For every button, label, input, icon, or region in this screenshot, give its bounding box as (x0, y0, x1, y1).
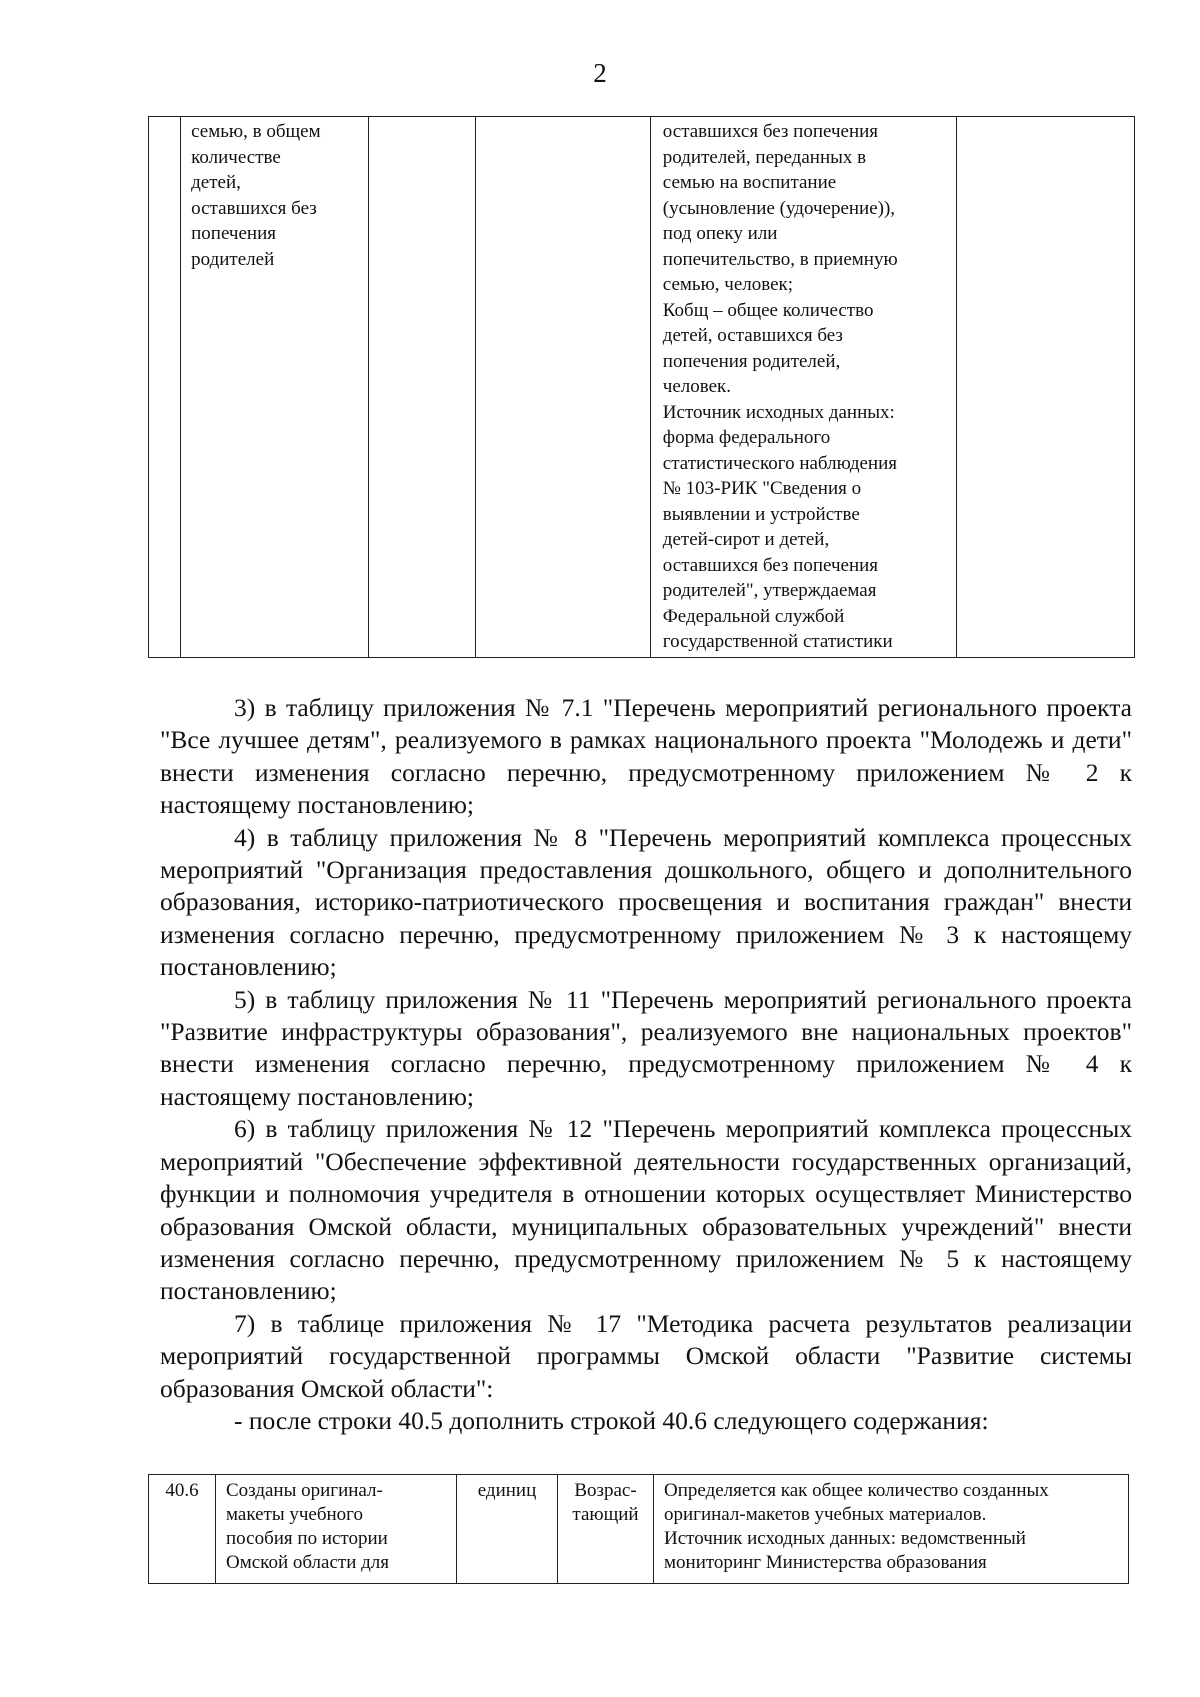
indicator-text: семью, в общем количестве детей, оставшихся без попечения родителей (191, 121, 321, 270)
row-number (149, 1475, 216, 1584)
row-number-text: 40.6 (165, 1480, 199, 1501)
page-number: 2 (593, 58, 607, 88)
paragraph: 3) в таблицу приложения № 7.1 "Перечень мероприятий регионального проекта "Все лучшее детям", реализуемого в рамках национального проекта "Молодежь и дети" внести изменения согласно перечню, предусмотренному приложением № 2 к настоящему постановлению; (160, 693, 1132, 820)
indicator-type-text: Возрас- тающий (572, 1480, 639, 1525)
table-cell-indicator (181, 117, 369, 658)
table-cell-type (475, 117, 650, 658)
paragraph: 6) в таблицу приложения № 12 "Перечень мероприятий комплекса процессных мероприятий "Обеспечение эффективной деятельности государственных организаций, функции и полномочия учредителя в отношении которых осуществляет Министерство образования Омской области, муниципальных образовательных учреждений" внести изменения согласно перечню, предусмотренному приложением № 5 к настоящему постановлению; (160, 1114, 1132, 1306)
indicator-type (558, 1475, 654, 1584)
table-cell-method (650, 117, 956, 658)
table-cell-number (149, 117, 181, 658)
table-row (149, 1475, 1129, 1584)
table-continuation (148, 116, 1135, 658)
result-name (216, 1475, 457, 1584)
unit (457, 1475, 558, 1584)
body-text (160, 692, 1132, 1437)
paragraph: - после строки 40.5 дополнить строкой 40.6 следующего содержания: (234, 1405, 989, 1435)
paragraph: 5) в таблицу приложения № 11 "Перечень мероприятий регионального проекта "Развитие инфраструктуры образования", реализуемого вне национальных проектов" внести изменения согласно перечню, предусмотренному приложением № 4 к настоящему постановлению; (160, 984, 1132, 1111)
calculation-method (654, 1475, 1129, 1584)
result-name-text: Созданы оригинал- макеты учебного пособия по истории Омской области для (226, 1480, 390, 1573)
table-row-40-6 (148, 1474, 1129, 1584)
table-row (149, 117, 1135, 658)
table-cell-unit (368, 117, 475, 658)
method-text: оставшихся без попечения родителей, переданных в семью на воспитание (усыновление (удочерение)), под опеку или попечительство, в приемную семью, человек; Кобщ – общее количество детей, оставшихся без попечения родителей, человек. Источник исходных данных: форма федерального статистического наблюдения № 103-РИК "Сведения о выявлении и устройстве детей-сирот и детей, оставшихся без попечения родителей", утверждаемая Федеральной службой государственной статистики (662, 121, 898, 652)
paragraph: 7) в таблице приложения № 17 "Методика расчета результатов реализации мероприятий государственной программы Омской области "Развитие системы образования Омской области": (160, 1308, 1132, 1403)
calculation-method-text: Определяется как общее количество созданных оригинал-макетов учебных материалов. Источник исходных данных: ведомственный мониторинг Министерства образования (664, 1480, 1049, 1573)
unit-text: единиц (477, 1480, 537, 1501)
table-cell-notes (956, 117, 1134, 658)
paragraph: 4) в таблицу приложения № 8 "Перечень мероприятий комплекса процессных мероприятий "Организация предоставления дошкольного, общего и дополнительного образования, историко-патриотического просвещения и воспитания граждан" внести изменения согласно перечню, предусмотренному приложением № 3 к настоящему постановлению; (160, 822, 1132, 982)
